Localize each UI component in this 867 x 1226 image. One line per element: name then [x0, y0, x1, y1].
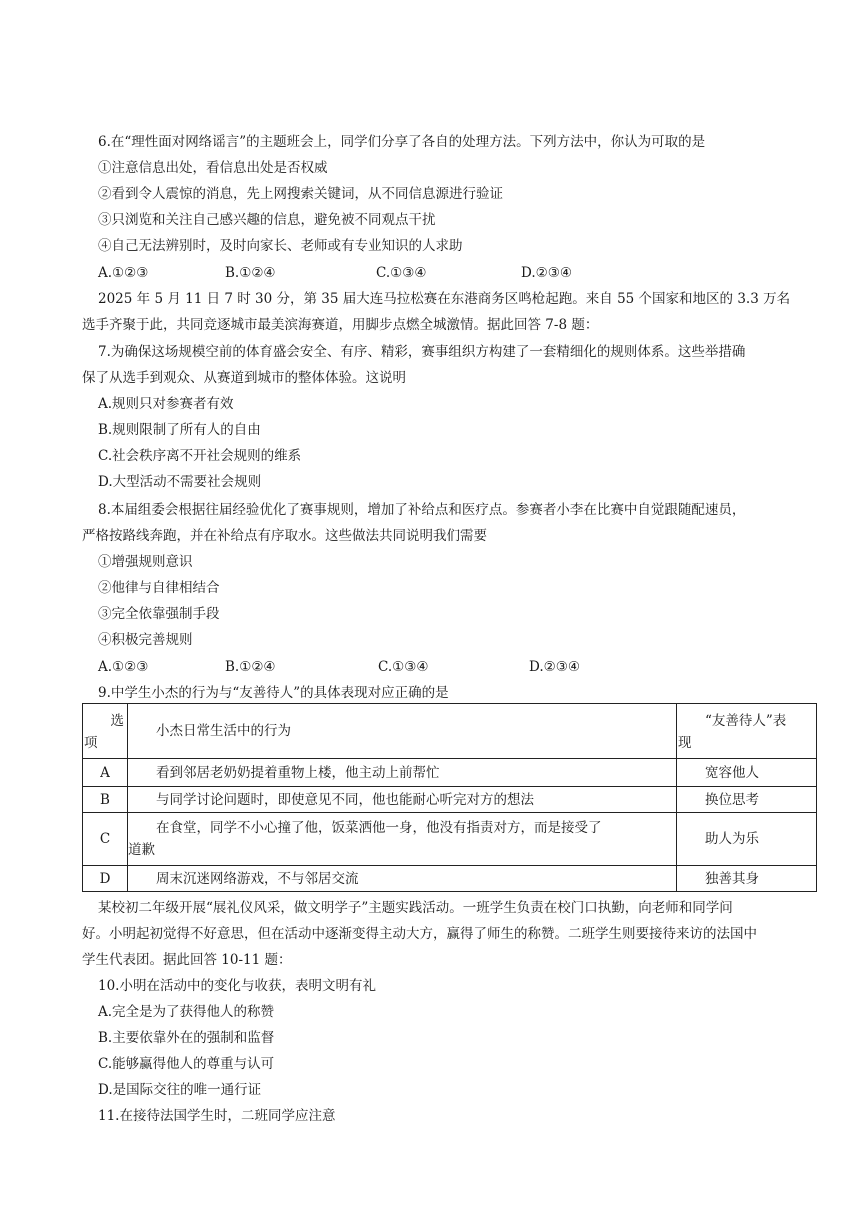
q10-option-d: D.是国际交往的唯一通行证 — [98, 1082, 262, 1098]
q8-option-d: D.②③④ — [529, 659, 580, 675]
passage1-line2: 选手齐聚于此，共同竞逐城市最美滨海赛道，用脚步点燃全城激情。据此回答 7-8 题： — [82, 317, 599, 333]
q6-item-3: ③只浏览和关注自己感兴趣的信息，避免被不同观点干扰 — [98, 212, 436, 228]
passage1-line1: 2025 年 5 月 11 日 7 时 30 分，第 35 届大连马拉松赛在东港商务区鸣枪起跑。来自 55 个国家和地区的 3.3 万名 — [98, 291, 791, 307]
q8-option-a: A.①②③ — [98, 659, 149, 675]
q10-option-a: A.完全是为了获得他人的称赞 — [98, 1004, 275, 1020]
q9-stem: 9.中学生小杰的行为与“友善待人”的具体表现对应正确的是 — [98, 685, 449, 701]
row-manifest: 宽容他人 — [677, 759, 817, 787]
q10-option-b: B.主要依靠外在的强制和监督 — [98, 1030, 275, 1046]
q7-option-a: A.规则只对参赛者有效 — [98, 396, 234, 412]
row-behavior: 看到邻居老奶奶提着重物上楼，他主动上前帮忙 — [128, 759, 677, 787]
row-manifest: 独善其身 — [677, 866, 817, 892]
q6-option-d: D.②③④ — [521, 265, 572, 281]
q8-item-3: ③完全依靠强制手段 — [98, 606, 220, 622]
q6-option-b: B.①②④ — [225, 265, 276, 281]
q11-stem: 11.在接待法国学生时，二班同学应注意 — [98, 1108, 336, 1124]
table-row — [83, 759, 817, 787]
header-option-bottom: 项 — [84, 735, 98, 751]
row-option: C — [83, 813, 128, 866]
q8-stem-line2: 严格按路线奔跑，并在补给点有序取水。这些做法共同说明我们需要 — [82, 528, 487, 544]
passage2-line1: 某校初二年级开展“展礼仪风采，做文明学子”主题实践活动。一班学生负责在校门口执勤，向老师和同学问 — [98, 900, 733, 916]
q6-option-a: A.①②③ — [98, 265, 149, 281]
table-row — [83, 813, 817, 866]
q7-option-b: B.规则限制了所有人的自由 — [98, 422, 261, 438]
q10-stem: 10.小明在活动中的变化与收获，表明文明有礼 — [98, 978, 376, 994]
q6-stem: 6.在“理性面对网络谣言”的主题班会上，同学们分享了各自的处理方法。下列方法中，你认为可取的是 — [98, 134, 706, 150]
passage2-line2: 好。小明起初觉得不好意思，但在活动中逐渐变得主动大方，赢得了师生的称赞。二班学生则要接待来访的法国中 — [82, 926, 757, 942]
q9-table — [82, 703, 817, 892]
q8-item-4: ④积极完善规则 — [98, 632, 193, 648]
q7-option-c: C.社会秩序离不开社会规则的维系 — [98, 448, 302, 464]
row-behavior-cont: 道歉 — [128, 842, 155, 858]
q8-option-c: C.①③④ — [378, 659, 429, 675]
q7-stem-line1: 7.为确保这场规模空前的体育盛会安全、有序、精彩，赛事组织方构建了一套精细化的规则体系。这些举措确 — [98, 344, 746, 360]
row-behavior: 与同学讨论问题时，即使意见不同，他也能耐心听完对方的想法 — [128, 787, 677, 813]
q7-stem-line2: 保了从选手到观众、从赛道到城市的整体体验。这说明 — [82, 370, 406, 386]
row-behavior: 周末沉迷网络游戏，不与邻居交流 — [128, 866, 677, 892]
header-behavior-cell: 小杰日常生活中的行为 — [128, 704, 677, 759]
q6-item-1: ①注意信息出处，看信息出处是否权威 — [98, 160, 328, 176]
row-option: B — [83, 787, 128, 813]
row-option: D — [83, 866, 128, 892]
row-manifest: 换位思考 — [677, 787, 817, 813]
header-manifest-bottom: 现 — [678, 735, 692, 751]
header-manifest-cell — [677, 704, 817, 759]
q6-option-c: C.①③④ — [376, 265, 427, 281]
header-option-cell — [83, 704, 128, 759]
table-header-row — [83, 704, 817, 759]
row-behavior: 在食堂，同学不小心撞了他，饭菜洒他一身，他没有指责对方，而是接受了 — [156, 820, 602, 836]
q8-item-1: ①增强规则意识 — [98, 554, 193, 570]
row-behavior-cell — [128, 813, 677, 866]
q6-item-4: ④自己无法辨别时，及时向家长、老师或有专业知识的人求助 — [98, 238, 463, 254]
row-manifest: 助人为乐 — [677, 813, 817, 866]
q8-option-b: B.①②④ — [225, 659, 276, 675]
q10-option-c: C.能够赢得他人的尊重与认可 — [98, 1056, 275, 1072]
header-option-top: 选 — [110, 713, 124, 729]
passage2-line3: 学生代表团。据此回答 10-11 题： — [82, 952, 292, 968]
q6-item-2: ②看到令人震惊的消息，先上网搜索关键词，从不同信息源进行验证 — [98, 186, 503, 202]
table-row — [83, 866, 817, 892]
row-option: A — [83, 759, 128, 787]
q8-stem-line1: 8.本届组委会根据往届经验优化了赛事规则，增加了补给点和医疗点。参赛者小李在比赛中自觉跟随配速员， — [98, 502, 746, 518]
q8-item-2: ②他律与自律相结合 — [98, 580, 220, 596]
header-manifest-top: “友善待人”表 — [705, 713, 787, 729]
table-row — [83, 787, 817, 813]
q7-option-d: D.大型活动不需要社会规则 — [98, 474, 262, 490]
